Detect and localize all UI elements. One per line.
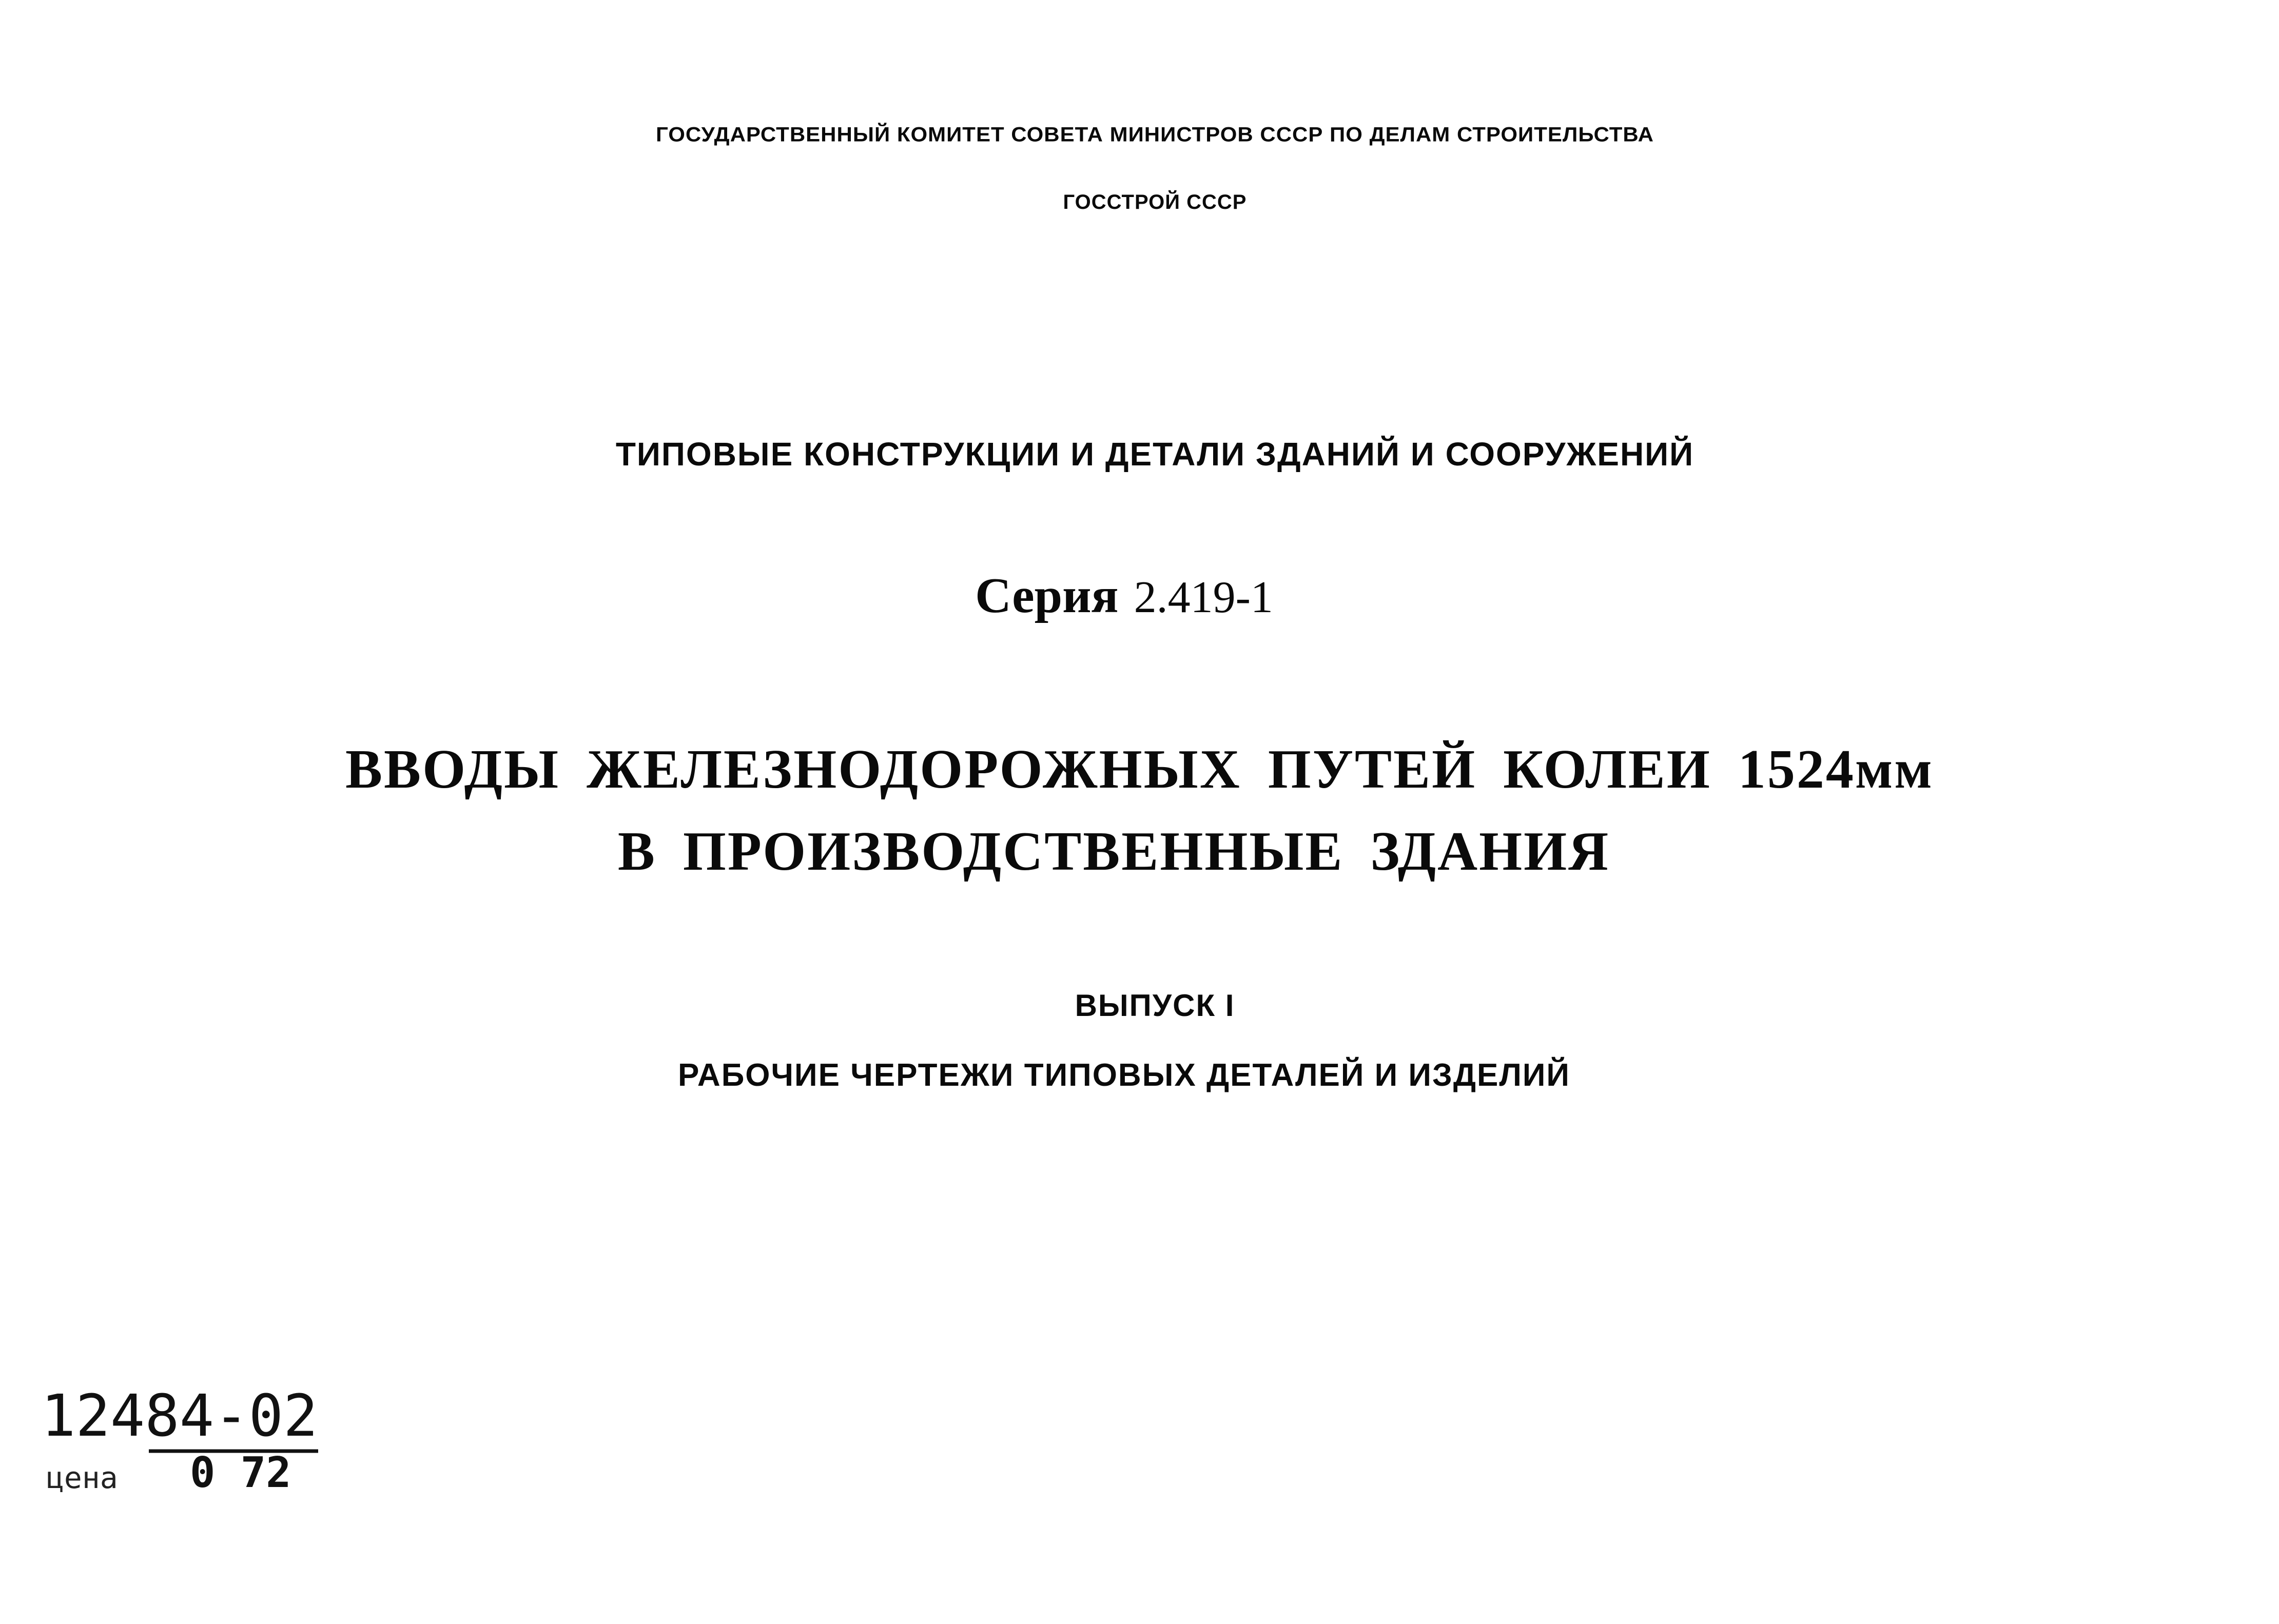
stamp-price: 0 72: [190, 1449, 291, 1497]
series-type-title: ТИПОВЫЕ КОНСТРУКЦИИ И ДЕТАЛИ ЗДАНИЙ И СООРУЖЕНИЙ: [615, 436, 1694, 473]
header-agency: ГОССТРОЙ СССР: [1063, 191, 1247, 213]
issue-subtitle: РАБОЧИЕ ЧЕРТЕЖИ ТИПОВЫХ ДЕТАЛЕЙ И ИЗДЕЛИЙ: [678, 1058, 1570, 1093]
header-committee: ГОСУДАРСТВЕННЫЙ КОМИТЕТ СОВЕТА МИНИСТРОВ СССР ПО ДЕЛАМ СТРОИТЕЛЬСТВА: [655, 123, 1654, 146]
stamp-price-label: цена: [46, 1460, 118, 1495]
stamp-code: 12484-02: [41, 1385, 318, 1450]
handwritten-stamp: [41, 1385, 328, 1509]
series-label-line: [0, 567, 2279, 624]
document-title-line-1: ВВОДЫ ЖЕЛЕЗНОДОРОЖНЫХ ПУТЕЙ КОЛЕИ 1524мм: [345, 739, 1934, 800]
document-title-line-2: В ПРОИЗВОДСТВЕННЫЕ ЗДАНИЯ: [617, 821, 1610, 882]
series-label: Серия: [975, 568, 1119, 623]
series-number: 2.419-1: [1134, 573, 1273, 622]
issue-label: ВЫПУСК I: [1075, 988, 1235, 1023]
inventory-stamp: [41, 1385, 328, 1509]
